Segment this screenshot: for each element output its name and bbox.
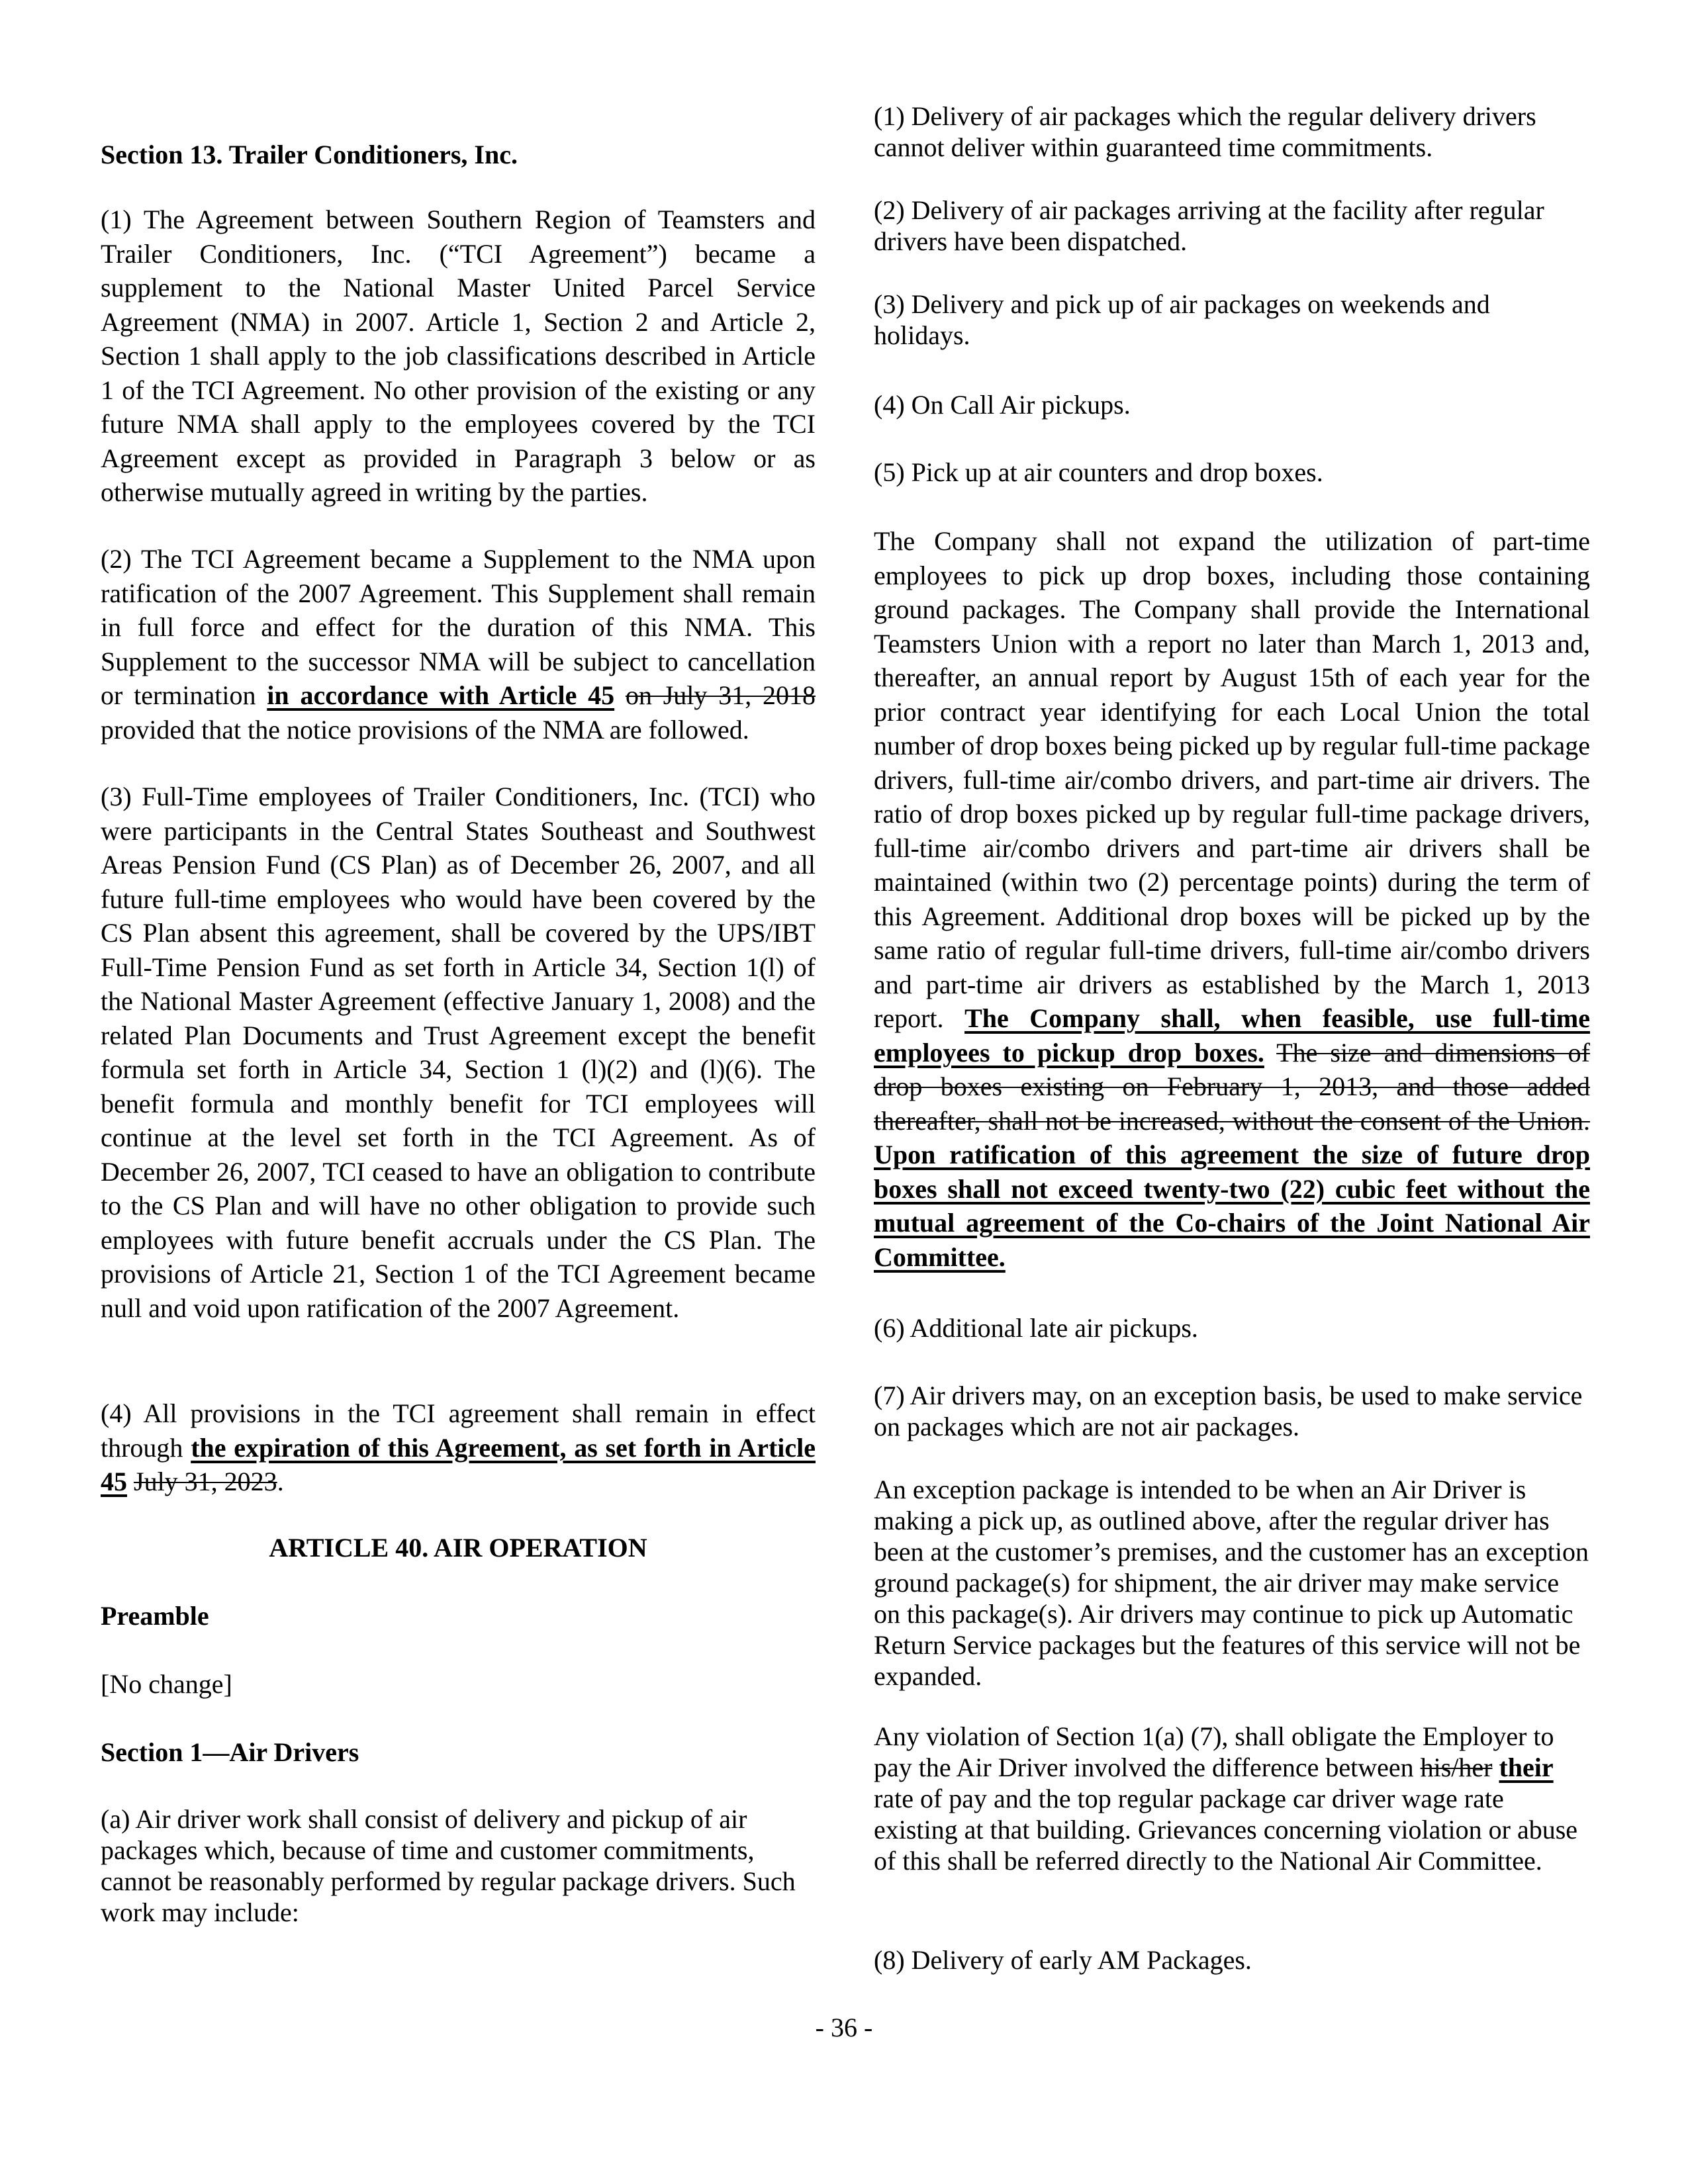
paragraph-text: . [277, 1467, 284, 1496]
list-item-7: (7) Air drivers may, on an exception basis, be used to make service on packages which are not air packages. [874, 1381, 1583, 1441]
preamble-text: [No change] [101, 1669, 232, 1699]
deleted-text: on July 31, 2018 [625, 680, 816, 710]
paragraph-text: provided that the notice provisions of the NMA are followed. [101, 714, 749, 745]
inserted-text: their [1499, 1752, 1554, 1782]
paragraph-text: (4) All provisions in the TCI agreement shall remain in effect through [101, 1398, 816, 1463]
inserted-text: The Company shall, when feasible, use full-time employees to pickup drop boxes. [874, 1003, 1590, 1068]
deleted-text: July 31, 2023 [134, 1467, 277, 1496]
paragraph-text: Any violation of Section 1(a) (7), shall obligate the Employer to pay the Air Driver involved the difference between [874, 1721, 1554, 1782]
paragraph-text: rate of pay and the top regular package car driver wage rate existing at that building. Grievances concerning violation or abuse of this shall be referred directly to the National Air Committee. [874, 1784, 1578, 1876]
drop-box-paragraph [874, 524, 1590, 1274]
section-13-paragraph-1: (1) The Agreement between Southern Region of Teamsters and Trailer Conditioners, Inc. (“TCI Agreement”) became a supplement to the National Master United Parcel Service Agreement (NMA) in 2007. Article 1, Section 2 and Article 2, Section 1 shall apply to the job classifications described in Article 1 of the TCI Agreement. No other provision of the existing or any future NMA shall apply to the employees covered by the TCI Agreement except as provided in Paragraph 3 below or as otherwise mutually agreed in writing by the parties. [101, 205, 816, 507]
section-13-paragraph-4 [101, 1396, 816, 1499]
paragraph-text: (2) The TCI Agreement became a Supplement to the NMA upon ratification of the 2007 Agreement. This Supplement shall remain in full force and effect for the duration of this NMA. This Supplement to the successor NMA will be subject to cancellation or termination [101, 544, 816, 710]
violation-paragraph [874, 1721, 1590, 1876]
inserted-text: in accordance with Article 45 [267, 680, 615, 710]
paragraph-text: The Company shall not expand the utilization of part-time employees to pick up drop boxes, including those containing ground packages. The Company shall provide the International Teamsters Union with a report no later than March 1, 2013 and, thereafter, an annual report by August 15th of each year for the prior contract year identifying for each Local Union the total number of drop boxes being picked up by regular full-time package drivers, full-time air/combo drivers, and part-time air drivers. The ratio of drop boxes picked up by regular full-time package drivers, full-time air/combo drivers and part-time air drivers shall be maintained (within two (2) percentage points) during the term of this Agreement. Additional drop boxes will be picked up by the same ratio of regular full-time drivers, full-time air/combo drivers and part-time air drivers as established by the March 1, 2013 report. [874, 526, 1590, 1033]
list-item-4: (4) On Call Air pickups. [874, 390, 1131, 420]
section-1-heading: Section 1—Air Drivers [101, 1737, 359, 1767]
list-item-1: (1) Delivery of air packages which the regular delivery drivers cannot deliver within guaranteed time commitments. [874, 101, 1536, 162]
list-item-6: (6) Additional late air pickups. [874, 1313, 1198, 1343]
deleted-text: The size and dimensions of drop boxes existing on February 1, 2013, and those added thereafter, shall not be increased, without the consent of the Union. [874, 1037, 1590, 1136]
list-item-5: (5) Pick up at air counters and drop boxes. [874, 457, 1323, 487]
section-13-heading: Section 13. Trailer Conditioners, Inc. [101, 140, 518, 169]
section-13-paragraph-2 [101, 542, 816, 747]
inserted-text: the expiration of this Agreement, as set forth in Article 45 [101, 1432, 816, 1496]
page-number: - 36 - [815, 2013, 873, 2042]
list-item-8: (8) Delivery of early AM Packages. [874, 1945, 1252, 1975]
section-1a-paragraph: (a) Air driver work shall consist of delivery and pickup of air packages which, because of time and customer commitments, cannot be reasonably performed by regular package drivers. Such work may include: [101, 1804, 796, 1927]
section-13-paragraph-3: (3) Full-Time employees of Trailer Conditioners, Inc. (TCI) who were participants in the Central States Southeast and Southwest Areas Pension Fund (CS Plan) as of December 26, 2007, and all future full-time employees who would have been covered by the CS Plan absent this agreement, shall be covered by the UPS/IBT Full-Time Pension Fund as set forth in Article 34, Section 1(l) of the National Master Agreement (effective January 1, 2008) and the related Plan Documents and Trust Agreement except the benefit formula set forth in Article 34, Section 1 (l)(2) and (l)(6). The benefit formula and monthly benefit for TCI employees will continue at the level set forth in the TCI Agreement. As of December 26, 2007, TCI ceased to have an obligation to contribute to the CS Plan and will have no other obligation to provide such employees with future benefit accruals under the CS Plan. The provisions of Article 21, Section 1 of the TCI Agreement became null and void upon ratification of the 2007 Agreement. [101, 782, 816, 1323]
deleted-text: his/her [1420, 1752, 1493, 1782]
list-item-3: (3) Delivery and pick up of air packages on weekends and holidays. [874, 289, 1490, 350]
inserted-text: Upon ratification of this agreement the size of future drop boxes shall not exceed twenty-two (22) cubic feet without the mutual agreement of the Co-chairs of the Joint National Air Committee. [874, 1140, 1590, 1272]
article-40-heading: ARTICLE 40. AIR OPERATION [269, 1533, 647, 1563]
preamble-heading: Preamble [101, 1601, 209, 1631]
exception-package-paragraph: An exception package is intended to be when an Air Driver is making a pick up, as outlined above, after the regular driver has been at the customer’s premises, and the customer has an exception ground package(s) for shipment, the air driver may make service on this package(s). Air drivers may continue to pick up Automatic Return Service packages but the features of this service will not be expanded. [874, 1475, 1589, 1691]
list-item-2: (2) Delivery of air packages arriving at the facility after regular drivers have been dispatched. [874, 195, 1544, 256]
